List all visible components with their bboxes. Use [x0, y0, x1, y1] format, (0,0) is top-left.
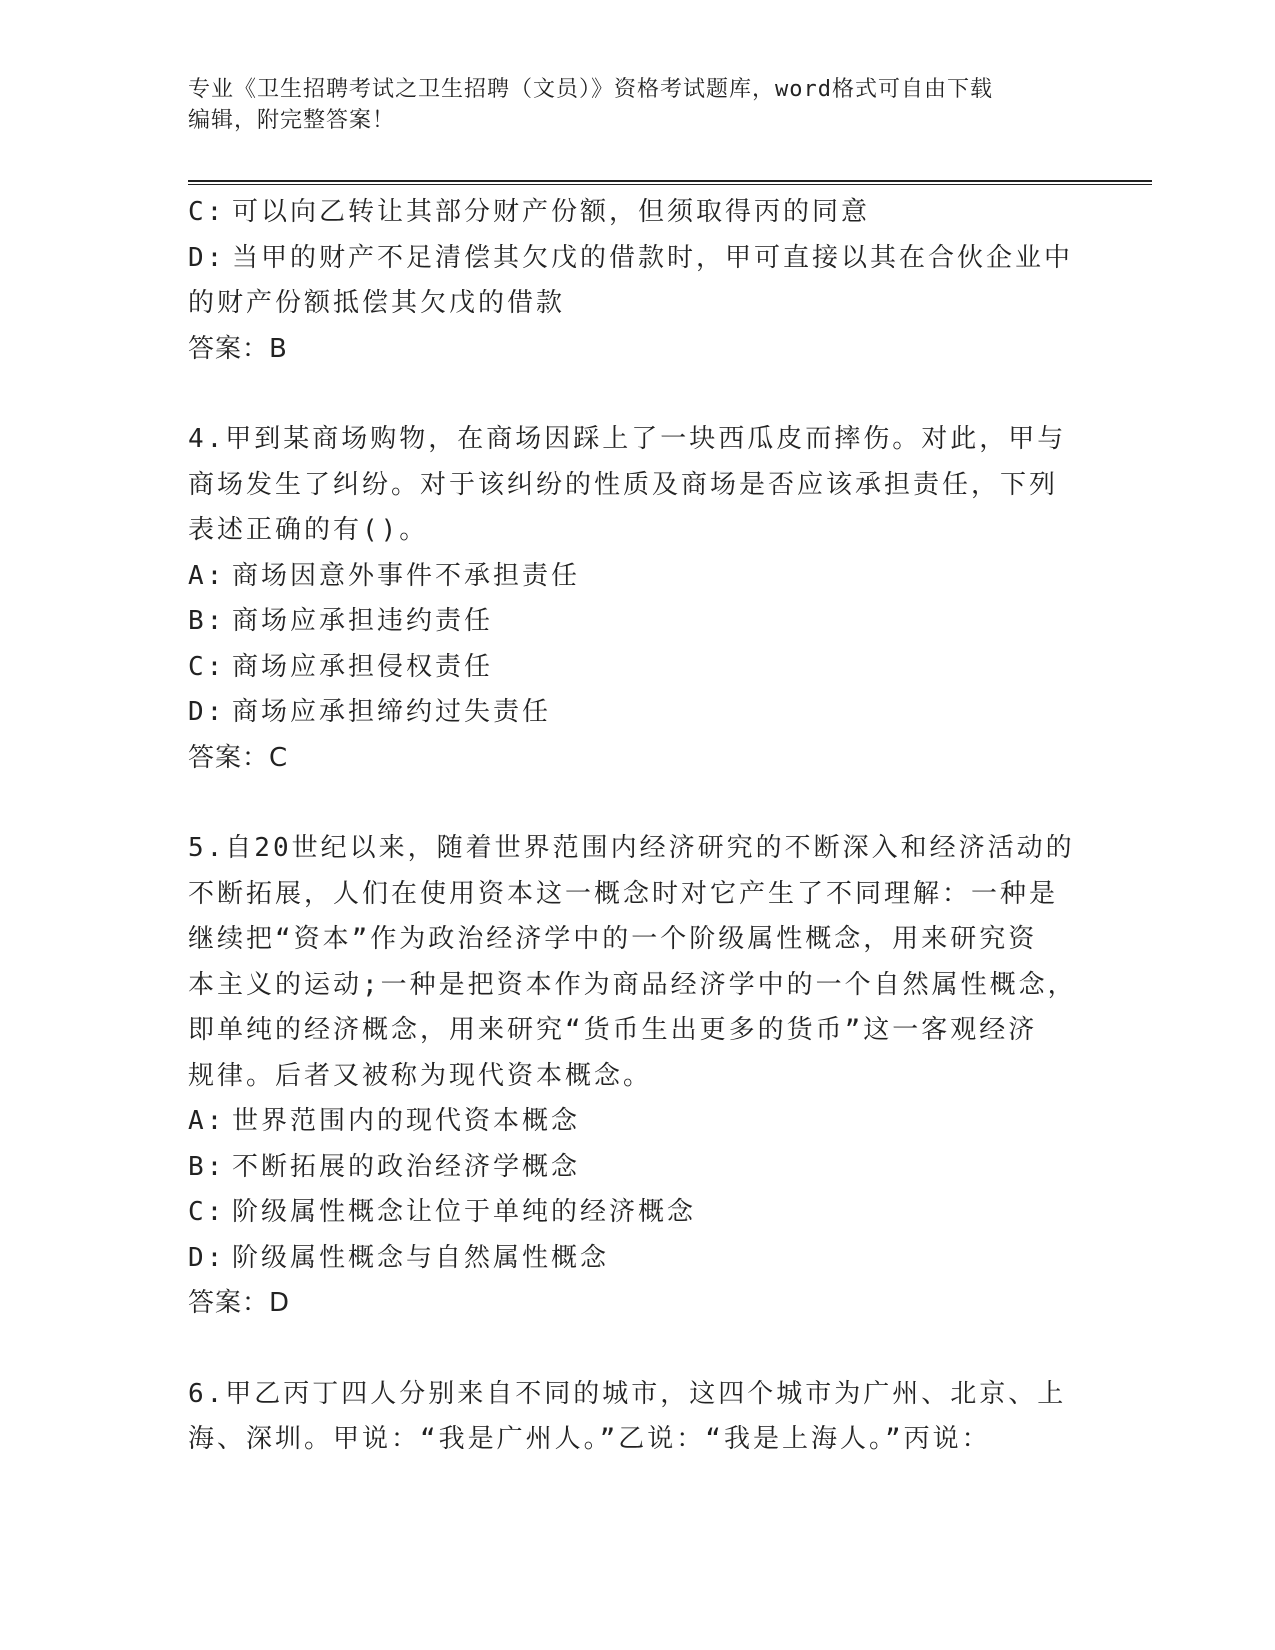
stem-line: 表述正确的有()。: [188, 515, 429, 545]
question-5-option-d: [188, 1236, 1088, 1282]
question-5-option-c: [188, 1190, 1088, 1236]
option-text: 世界范围内的现代资本概念: [232, 1106, 581, 1136]
question-3-answer: 答案：B: [188, 333, 288, 364]
header-line: 专业《卫生招聘考试之卫生招聘（文员）》资格考试题库，word格式可自由下载: [188, 77, 993, 102]
question-5-option-b: [188, 1145, 1088, 1191]
spacer: [188, 372, 1088, 417]
stem-line: 商场发生了纠纷。对于该纠纷的性质及商场是否应该承担责任，下列: [188, 469, 1059, 500]
option-text: 阶级属性概念与自然属性概念: [232, 1242, 610, 1273]
spacer: [188, 781, 1088, 826]
stem-line: 5.自20世纪以来，随着世界范围内经济研究的不断深入和经济活动的: [188, 833, 1075, 863]
option-text: 可以向乙转让其部分财产份额，但须取得丙的同意: [232, 197, 871, 227]
option-key: B:: [188, 1151, 226, 1182]
option-text: 商场应承担缔约过失责任: [232, 697, 552, 727]
question-3-option-d: [188, 236, 1088, 282]
stem-line: 即单纯的经济概念，用来研究“货币生出更多的货币”这一客观经济: [188, 1015, 1038, 1045]
option-key: A:: [188, 560, 226, 591]
header-divider: [188, 180, 1152, 185]
option-text: 商场应承担侵权责任: [232, 651, 494, 682]
option-key: C:: [188, 1197, 226, 1227]
option-text: 商场应承担违约责任: [232, 606, 494, 636]
option-text: 不断拓展的政治经济学概念: [232, 1151, 581, 1182]
question-4-option-b: [188, 599, 1088, 645]
page-header: [188, 74, 1078, 136]
stem-line: 海、深圳。甲说：“我是广州人。”乙说：“我是上海人。”丙说：: [188, 1424, 991, 1454]
option-text: 商场因意外事件不承担责任: [232, 560, 581, 591]
option-key: C:: [188, 197, 226, 227]
stem-line: 继续把“资本”作为政治经济学中的一个阶级属性概念，用来研究资: [188, 924, 1038, 954]
stem-line: 4.甲到某商场购物，在商场因踩上了一块西瓜皮而摔伤。对此，甲与: [188, 424, 1067, 454]
header-line: 编辑，附完整答案！: [188, 108, 396, 133]
question-4-option-a: [188, 554, 1088, 600]
question-4-stem: [188, 417, 1088, 554]
option-key: D:: [188, 697, 226, 727]
question-5-stem: [188, 826, 1088, 1099]
question-5-answer: 答案：D: [188, 1288, 291, 1318]
stem-line: 本主义的运动;一种是把资本作为商品经济学中的一个自然属性概念，: [188, 969, 1077, 1000]
question-6-stem: [188, 1372, 1088, 1463]
stem-line: 6.甲乙丙丁四人分别来自不同的城市，这四个城市为广州、北京、上: [188, 1378, 1067, 1409]
option-text: 阶级属性概念让位于单纯的经济概念: [232, 1197, 697, 1227]
stem-line: 规律。后者又被称为现代资本概念。: [188, 1060, 653, 1091]
question-3-option-c: [188, 190, 1088, 236]
option-text-continuation: 的财产份额抵偿其欠戊的借款: [188, 288, 566, 318]
option-key: B:: [188, 606, 226, 636]
stem-line: 不断拓展，人们在使用资本这一概念时对它产生了不同理解：一种是: [188, 878, 1059, 909]
option-key: D:: [188, 1242, 226, 1273]
option-key: D:: [188, 242, 226, 273]
question-5-option-a: [188, 1099, 1088, 1145]
spacer: [188, 1327, 1088, 1372]
option-key: A:: [188, 1106, 226, 1136]
question-content: [188, 190, 1088, 1463]
option-text: 当甲的财产不足清偿其欠戊的借款时，甲可直接以其在合伙企业中: [232, 242, 1074, 273]
option-key: C:: [188, 651, 226, 682]
question-4-option-d: [188, 690, 1088, 736]
question-4-answer: 答案：C: [188, 742, 289, 773]
question-4-option-c: [188, 645, 1088, 691]
